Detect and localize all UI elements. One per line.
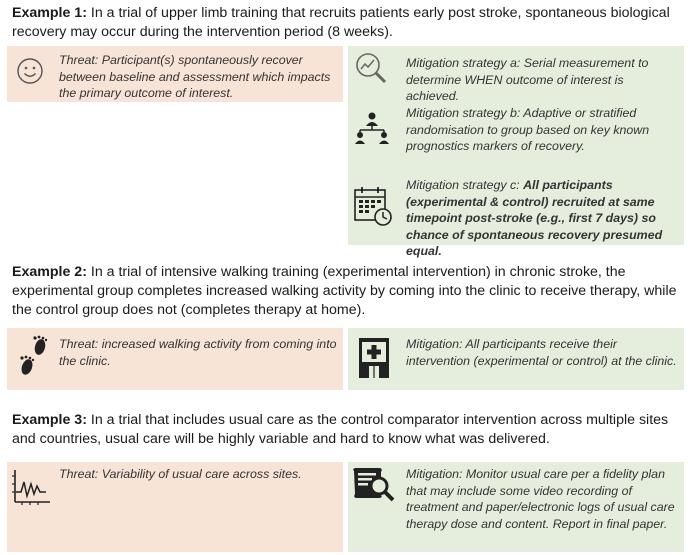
example-2-label: Example 2: [12, 264, 87, 280]
example-2-threat-text: Threat: increased walking activity from coming into the clinic. [59, 337, 337, 368]
example-3-text: In a trial that includes usual care as the control comparator intervention across multiple sites and countries, usual care will be highly variable and hard to know what was delivered. [12, 412, 669, 447]
example-1-threat-box [7, 46, 343, 102]
example-1-mitigation-c [406, 177, 680, 260]
magnifier-chart-icon [354, 51, 388, 85]
example-3-mitigation-box [348, 462, 684, 552]
example-3-threat-box [7, 462, 343, 552]
example-2-mitigation-text: Mitigation: All participants receive their intervention (experimental or control) at the clinic. [406, 337, 677, 368]
footprints-icon [16, 335, 52, 381]
example-1-mitigation-c-prefix: Mitigation strategy c: [406, 178, 524, 192]
example-2-threat-box [7, 328, 343, 390]
variability-graph-icon [12, 468, 52, 506]
example-3-heading [12, 411, 682, 449]
example-1-heading [12, 4, 682, 42]
example-1-threat-text: Threat: Participant(s) spontaneously recover between baseline and assessment which impacts the primary outcome of interest. [59, 53, 331, 101]
example-1-mitigation-b: Mitigation strategy b: Adaptive or stratified randomisation to group based on key known prognostics markers of recovery. [406, 106, 650, 154]
example-3-threat-text: Threat: Variability of usual care across sites. [59, 467, 302, 481]
example-3-mitigation-text: Mitigation: Monitor usual care per a fidelity plan that may include some video recording of treatment and paper/electronic logs of usual care therapy dose and content. Report in final paper. [406, 467, 675, 531]
hierarchy-people-icon [352, 111, 392, 145]
example-1-mitigation-c-bold: All participants (experimental & control) recruited at same timepoint post-stroke (e.g., first 7 days) so chance of spontaneous recovery presumed equal. [406, 178, 663, 259]
example-1-mitigation-box [348, 46, 684, 259]
example-1-label: Example 1: [12, 5, 87, 21]
example-3-label: Example 3: [12, 412, 87, 428]
example-2-heading [12, 263, 682, 320]
example-1-text: In a trial of upper limb training that recruits patients early post stroke, spontaneous biological recovery may occur during the intervention period (8 weeks). [12, 5, 670, 40]
calendar-clock-icon [353, 185, 393, 227]
smiley-icon [16, 57, 44, 85]
example-1-mitigation-a: Mitigation strategy a: Serial measurement to determine WHEN outcome of interest is achieved. [406, 56, 649, 104]
document-magnifier-icon [350, 465, 396, 505]
example-2-text: In a trial of intensive walking training (experimental intervention) in chronic stroke, the experimental group completes increased walking activity by coming into the clinic to receive therapy, while the control group does not (completes therapy at home). [12, 264, 677, 318]
clinic-building-icon [357, 336, 391, 380]
example-2-mitigation-box [348, 328, 684, 390]
